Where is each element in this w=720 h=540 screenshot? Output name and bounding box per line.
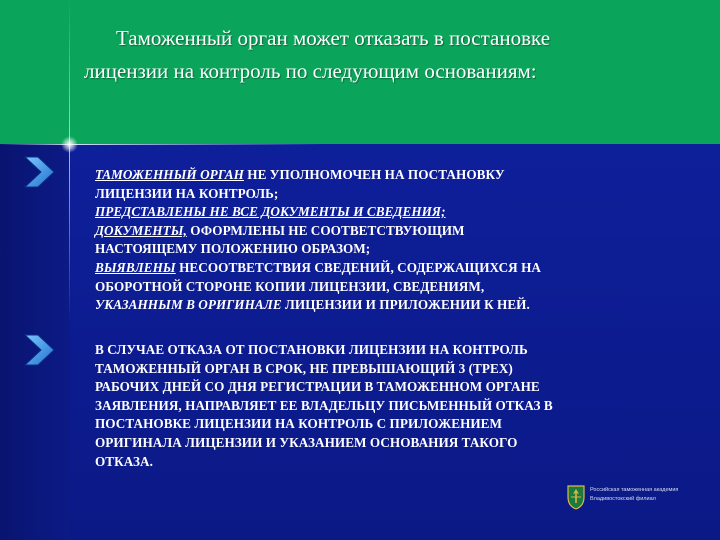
refusal-line: РАБОЧИХ ДНЕЙ СО ДНЯ РЕГИСТРАЦИИ В ТАМОЖЕННОМ ОРГАНЕ [95,379,540,395]
refusal-line: ОРИГИНАЛА ЛИЦЕНЗИИ И УКАЗАНИЕМ ОСНОВАНИЯ ТАКОГО [95,434,518,450]
refusal-line: В СЛУЧАЕ ОТКАЗА ОТ ПОСТАНОВКИ ЛИЦЕНЗИИ НА КОНТРОЛЬ [95,342,528,357]
slide-title-line-1: Таможенный орган может отказать в постановке [116,26,551,50]
emblem-icon [566,482,586,510]
reason-4-line-2: ОБОРОТНОЙ СТОРОНЕ КОПИИ ЛИЦЕНЗИИ, СВЕДЕНИЯМ, [95,278,485,294]
reason-4-original-ref: УКАЗАННЫМ В ОРИГИНАЛЕ [95,297,282,313]
vertical-divider [69,0,70,540]
academy-logo [566,480,686,514]
slide-title-line-2: лицензии на контроль по следующим основаниям: [84,59,537,83]
reason-4-line-3 [95,296,655,315]
chevron-right-icon [22,332,58,368]
reason-1-text: НЕ УПОЛНОМОЧЕН НА ПОСТАНОВКУ [243,167,505,182]
reason-3-line-2: НАСТОЯЩЕМУ ПОЛОЖЕНИЮ ОБРАЗОМ; [95,241,371,257]
reason-4-line-1 [95,259,655,278]
chevron-right-icon [22,154,58,190]
slide-title [84,22,684,88]
reason-3-line-1 [95,222,655,241]
logo-line-1: Российская таможенная академия [590,487,679,493]
refusal-line: ОТКАЗА. [95,453,153,469]
reason-1-line-2: ЛИЦЕНЗИИ НА КОНТРОЛЬ; [95,185,279,201]
reason-3-text: ОФОРМЛЕНЫ НЕ СООТВЕТСТВУЮЩИМ [186,222,465,238]
logo-line-2: Владивостокский филиал [590,496,656,502]
refusal-grounds-list [95,166,655,315]
sparkle-decoration [61,136,78,153]
reason-1-line-1 [95,166,655,185]
reason-3-keyword: ДОКУМЕНТЫ, [95,222,187,238]
refusal-line: ПОСТАНОВКЕ ЛИЦЕНЗИИ НА КОНТРОЛЬ С ПРИЛОЖЕНИЕМ [95,416,503,432]
reason-4-text: НЕСООТВЕТСТВИЯ СВЕДЕНИЙ, СОДЕРЖАЩИХСЯ НА [175,259,541,275]
reason-4-end: ЛИЦЕНЗИИ И ПРИЛОЖЕНИИ К НЕЙ. [281,297,530,313]
reason-1-keyword: ТАМОЖЕННЫЙ ОРГАН [95,167,244,182]
logo-caption [590,486,686,504]
refusal-line: ЗАЯВЛЕНИЯ, НАПРАВЛЯЕТ ЕЕ ВЛАДЕЛЬЦУ ПИСЬМЕННЫЙ ОТКАЗ В [95,397,553,413]
reason-2-line: ПРЕДСТАВЛЕНЫ НЕ ВСЕ ДОКУМЕНТЫ И СВЕДЕНИЯ; [95,204,446,220]
refusal-line: ТАМОЖЕННЫЙ ОРГАН В СРОК, НЕ ПРЕВЫШАЮЩИЙ 3 (ТРЕХ) [95,360,513,376]
horizontal-divider [0,144,720,145]
reason-4-keyword: ВЫЯВЛЕНЫ [95,259,176,275]
refusal-procedure-paragraph [95,341,665,471]
